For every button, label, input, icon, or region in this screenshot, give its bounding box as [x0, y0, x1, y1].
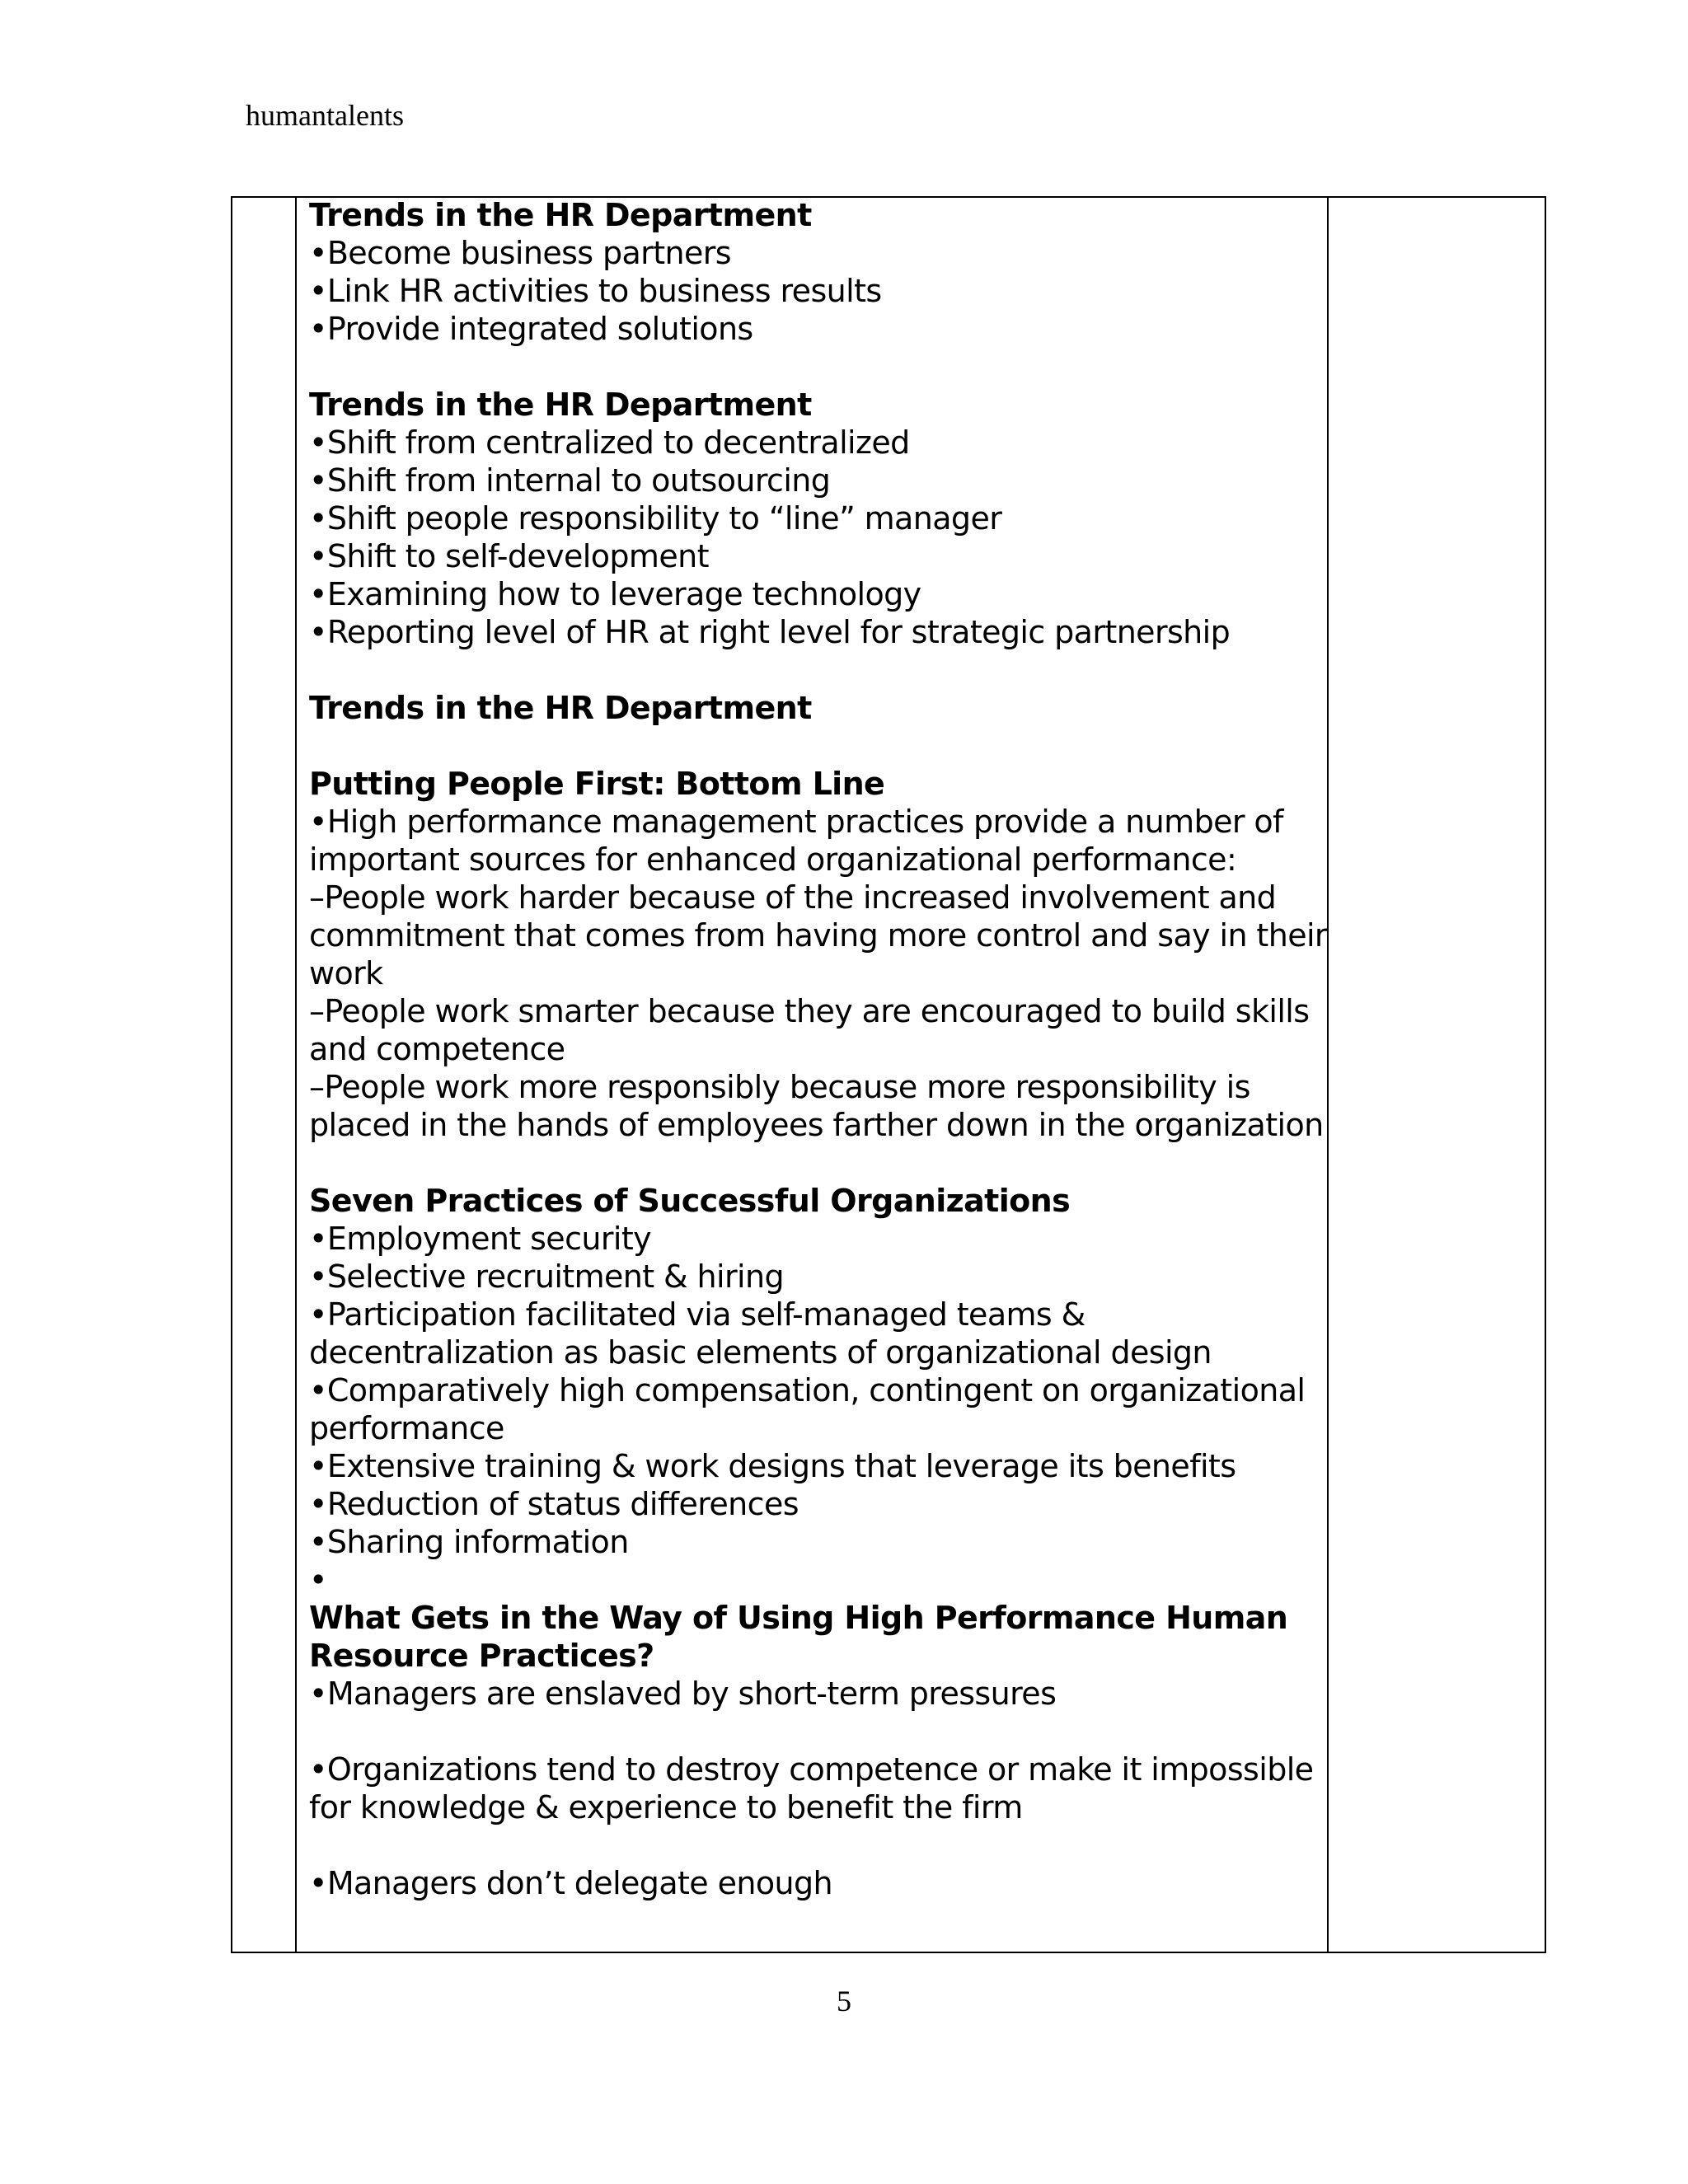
spacer [309, 1826, 1319, 1864]
bullet-line: •Employment security [309, 1221, 652, 1257]
body-line: –People work more responsibly because more responsibility is [309, 1069, 1250, 1105]
body-line: and competence [309, 1031, 565, 1067]
bullet-line: •Link HR activities to business results [309, 273, 882, 309]
bullet-line: •Examining how to leverage technology [309, 576, 921, 612]
spacer [309, 727, 1319, 765]
page-number: 5 [837, 1985, 851, 2018]
bullet-line: •Organizations tend to destroy competence or make it impossible [309, 1751, 1314, 1788]
body-line: commitment that comes from having more control and say in their [309, 917, 1327, 954]
section-heading: Trends in the HR Department [309, 690, 812, 726]
spacer [309, 651, 1319, 689]
body-line: –People work smarter because they are encouraged to build skills [309, 993, 1310, 1029]
bullet-line: •Shift from internal to outsourcing [309, 462, 831, 499]
bullet-line: •Comparatively high compensation, contingent on organizational [309, 1372, 1306, 1408]
body-line: work [309, 955, 383, 991]
table-column-divider-right [1327, 198, 1329, 1952]
table-column-divider-left [295, 198, 297, 1952]
spacer [309, 1144, 1319, 1182]
bullet-line: decentralization as basic elements of organizational design [309, 1334, 1212, 1371]
bullet-line: •Participation facilitated via self-managed teams & [309, 1296, 1085, 1333]
document-header: humantalents [246, 99, 404, 132]
bullet-line: •Shift people responsibility to “line” manager [309, 500, 1002, 537]
bullet-line: •Extensive training & work designs that leverage its benefits [309, 1448, 1236, 1484]
body-line: important sources for enhanced organizational performance: [309, 841, 1237, 878]
bullet-line: •Provide integrated solutions [309, 311, 753, 347]
bullet-line: •Shift to self-development [309, 538, 709, 574]
spacer [309, 1713, 1319, 1750]
bullet-line: •Shift from centralized to decentralized [309, 424, 910, 461]
spacer [309, 348, 1319, 386]
bullet-line: •Managers are enslaved by short-term pressures [309, 1675, 1057, 1712]
section-heading: Trends in the HR Department [309, 387, 812, 423]
body-line: •High performance management practices provide a number of [309, 804, 1283, 840]
bullet-line: •Reporting level of HR at right level for strategic partnership [309, 614, 1231, 650]
bullet-line: •Sharing information [309, 1524, 629, 1560]
body-line: placed in the hands of employees farther down in the organization [309, 1107, 1324, 1143]
bullet-line: •Managers don’t delegate enough [309, 1865, 832, 1901]
section-heading: Resource Practices? [309, 1638, 654, 1674]
section-heading: Seven Practices of Successful Organizations [309, 1183, 1071, 1219]
bullet-line: for knowledge & experience to benefit the firm [309, 1789, 1023, 1825]
section-heading: Trends in the HR Department [309, 197, 812, 233]
bullet-line: •Reduction of status differences [309, 1486, 799, 1522]
bullet-line: • [309, 1562, 327, 1598]
table-content-cell [309, 196, 1327, 1902]
section-heading: Putting People First: Bottom Line [309, 766, 885, 802]
bullet-line: •Selective recruitment & hiring [309, 1258, 784, 1295]
bullet-line: •Become business partners [309, 235, 731, 271]
bullet-line: performance [309, 1410, 504, 1446]
section-heading: What Gets in the Way of Using High Performance Human [309, 1600, 1288, 1636]
body-line: –People work harder because of the increased involvement and [309, 879, 1277, 916]
